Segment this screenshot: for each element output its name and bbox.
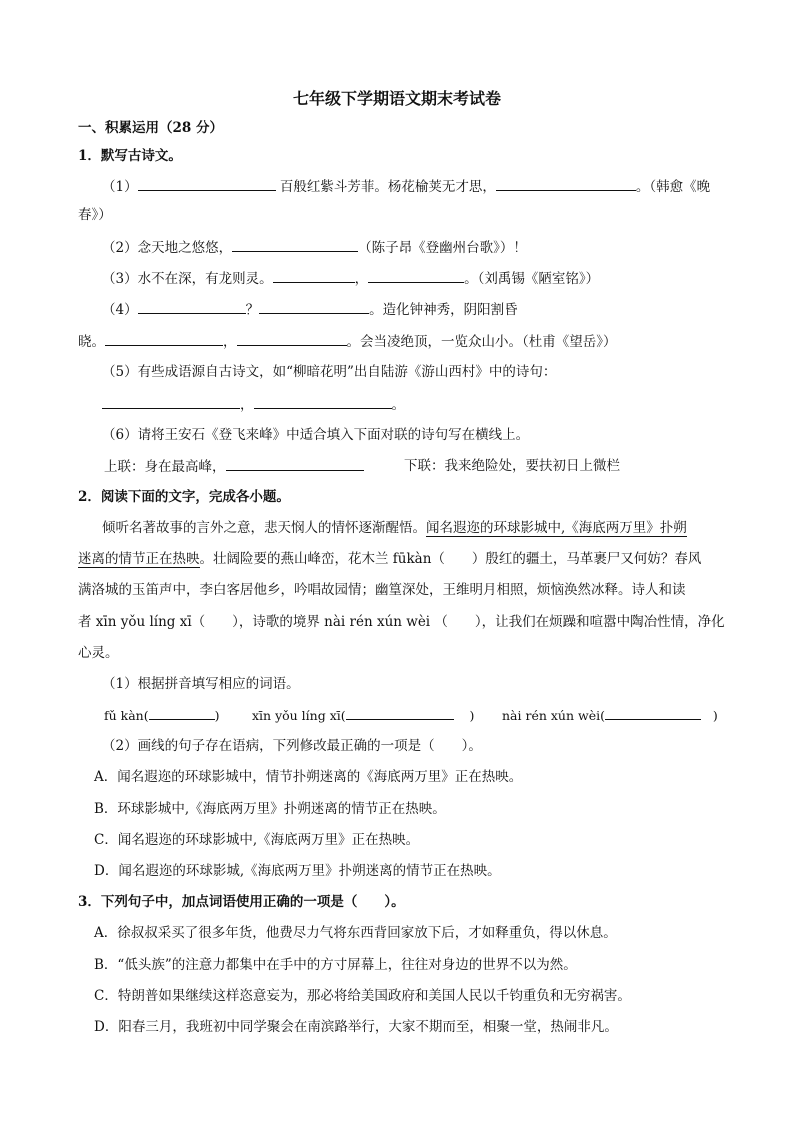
q1-item4 <box>102 299 518 320</box>
answer-blank[interactable] <box>105 331 223 346</box>
passage-line-3: 满洛城的玉笛声中，李白客居他乡，吟唱故园情；幽篁深处，王维明月相照，烦恼涣然冰释。诗人和读 <box>78 582 686 598</box>
answer-blank[interactable] <box>496 176 636 191</box>
q1-item5: （5）有些成语源自古诗文，如“柳暗花明”出自陆游《游山西村》中的诗句： <box>102 364 557 380</box>
answer-blank[interactable] <box>273 268 355 283</box>
q1-item1-text: 百般红紫斗芳菲。杨花榆荚无才思， <box>279 179 496 195</box>
pinyin-3: nài rén xún wèi( <box>502 708 605 723</box>
q1-item1-source: 。（韩愈《晚 <box>635 179 711 195</box>
q1-item1-cont: 春》） <box>78 207 112 223</box>
q3-option-b[interactable]: B．“低头族”的注意力都集中在手中的方寸屏幕上，往往对身边的世界不以为然。 <box>94 957 577 973</box>
answer-blank[interactable] <box>346 705 454 720</box>
underlined-sentence: 闻名遐迩的环球影城中,《海底两万里》扑朔 <box>426 520 687 536</box>
q1-item3-source: 。（刘禹锡《陋室铭》） <box>464 271 600 287</box>
q1-item3 <box>102 268 599 289</box>
couplet-lower: 下联：我来绝险处，要扶初日上微栏 <box>404 458 620 474</box>
pinyin-blanks-2 <box>252 705 474 726</box>
period: 。 <box>391 397 405 413</box>
answer-blank[interactable] <box>605 705 701 720</box>
page-title: 七年级下学期语文期末考试卷 <box>292 89 501 108</box>
q1-item2 <box>102 237 527 258</box>
passage-line-5: 心灵。 <box>78 645 119 661</box>
q1-item4-cont-start: 晓。 <box>78 334 105 350</box>
q3-option-c[interactable]: C．特朗普如果继续这样恣意妄为，那必将给美国政府和美国人民以千钧重负和无穷祸害。 <box>94 988 631 1004</box>
passage-line-4: 者 xīn yǒu líng xī（ ），诗歌的境界 nài rén xún wèi （ ），让我们在烦躁和喧嚣中陶冶性情，净化 <box>78 614 725 630</box>
underlined-sentence-end: 迷离的情节正在热映 <box>78 551 200 567</box>
section-heading: 一、积累运用（28 分） <box>78 120 223 136</box>
q1-item2-text: （2）念天地之悠悠， <box>102 240 233 256</box>
answer-blank[interactable] <box>254 394 392 409</box>
q2-option-c[interactable]: C．闻名遐迩的环球影城中,《海底两万里》正在热映。 <box>94 832 420 848</box>
passage-line-2 <box>78 549 701 569</box>
passage-text: 。壮阔险要的燕山峰峦，花木兰 fūkàn（ ）殷红的疆土，马革裹尸又何妨？春风 <box>199 551 702 567</box>
passage-line-1 <box>102 518 687 538</box>
answer-blank[interactable] <box>368 268 464 283</box>
comma: ， <box>354 271 369 287</box>
question-mark: ？ <box>245 302 260 318</box>
q3-option-d[interactable]: D．阳春三月，我班初中同学聚会在南滨路举行，大家不期而至，相聚一堂，热闹非凡。 <box>94 1019 618 1035</box>
paren: ) <box>214 708 220 723</box>
q1-item6: （6）请将王安石《登飞来峰》中适合填入下面对联的诗句写在横线上。 <box>102 427 530 443</box>
couplet-upper-label: 上联：身在最高峰， <box>104 459 226 475</box>
q1-item2-source: （陈子昂《登幽州台歌》）！ <box>358 240 527 256</box>
q1-item3-text: （3）水不在深，有龙则灵。 <box>102 271 273 287</box>
answer-blank[interactable] <box>149 705 215 720</box>
q2-sub1: （1）根据拼音填写相应的词语。 <box>102 676 300 692</box>
q2-sub2: （2）画线的句子存在语病，下列修改最正确的一项是（ ）。 <box>102 738 482 754</box>
answer-blank[interactable] <box>138 299 246 314</box>
q1-stem: 1．默写古诗文。 <box>78 148 182 164</box>
q1-item5-answer <box>102 394 405 415</box>
pinyin-1: fǔ kàn( <box>104 708 149 723</box>
paren: ) <box>712 708 718 723</box>
q1-item1 <box>102 176 710 197</box>
answer-blank[interactable] <box>237 331 347 346</box>
q3-option-a[interactable]: A．徐叔叔采买了很多年货，他费尽力气将东西背回家放下后，才如释重负，得以休息。 <box>94 925 617 941</box>
pinyin-blanks <box>104 705 220 726</box>
answer-blank[interactable] <box>259 299 369 314</box>
answer-blank[interactable] <box>138 176 276 191</box>
answer-blank[interactable] <box>232 237 358 252</box>
comma: ， <box>223 334 237 350</box>
q2-stem: 2．阅读下面的文字，完成各小题。 <box>78 489 290 505</box>
q3-stem: 3．下列句子中，加点词语使用正确的一项是（ ）。 <box>78 894 405 910</box>
q2-option-a[interactable]: A．闻名遐迩的环球影城中，情节扑朔迷离的《海底两万里》正在热映。 <box>94 769 523 785</box>
answer-blank[interactable] <box>226 456 364 471</box>
q2-option-d[interactable]: D．闻名遐迩的环球影城,《海底两万里》扑朔迷离的情节正在热映。 <box>94 863 501 879</box>
q2-option-b[interactable]: B．环球影城中,《海底两万里》扑朔迷离的情节正在热映。 <box>94 801 446 817</box>
q1-item4-text: 。造化钟神秀，阴阳割昏 <box>369 302 518 318</box>
q1-item1-num: （1） <box>102 179 138 195</box>
q1-item4-cont-end: 。会当凌绝顶，一览众山小。（杜甫《望岳》） <box>346 334 617 350</box>
passage-text: 倾听名著故事的言外之意，悲天悯人的情怀逐渐醒悟。 <box>102 520 426 536</box>
answer-blank[interactable] <box>102 394 240 409</box>
paren: ) <box>469 708 475 723</box>
q1-item4-num: （4） <box>102 302 138 318</box>
pinyin-2: xīn yǒu líng xī( <box>252 708 346 723</box>
pinyin-blanks-3 <box>502 705 718 726</box>
comma: ， <box>240 397 254 413</box>
q1-item4-cont <box>78 331 617 352</box>
couplet-upper <box>104 456 364 477</box>
